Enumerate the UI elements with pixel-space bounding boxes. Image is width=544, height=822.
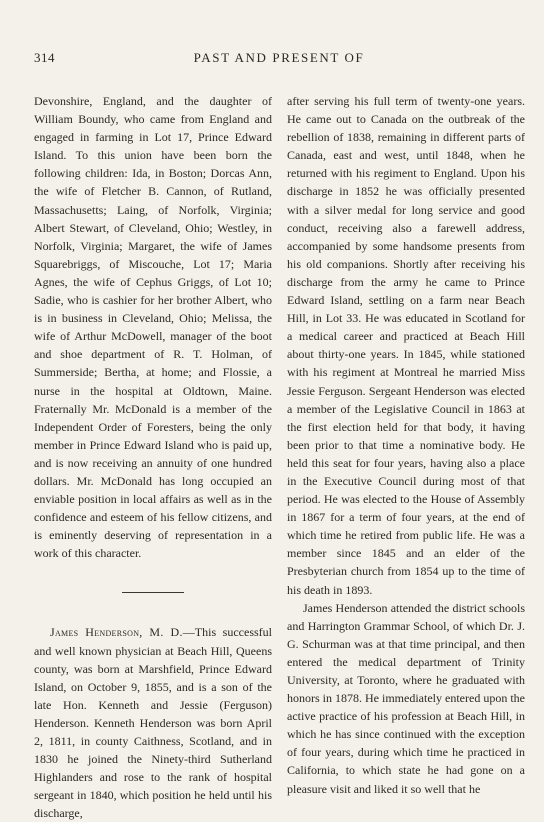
left-column (34, 92, 272, 822)
left-paragraph-continued: Devonshire, England, and the daughter of William Boundy, who came from England and engaged in farming in Lot 17, Prince Edward Island. To this union have been born the following children: Ida, in Boston; Dorcas Ann, the wife of Fletcher B. Cannon, of Rutland, Massachusetts; Laing, of Norfolk, Virginia; Albert Stewart, of Cleveland, Ohio; Westley, in Norfolk, Virginia; Margaret, the wife of James Squarebriggs, of Miscouche, Lot 17; Maria Agnes, the wife of Cephus Griggs, of Lot 10; Sadie, who is cashier for her brother Albert, who is in business in Cleveland, Ohio; Melissa, the wife of Arthur McDowell, manager of the boot and shoe department of R. T. Holman, of Summerside; Bertha, at home; and Flossie, a nurse in the hospital at Oldtown, Maine. Fraternally Mr. McDonald is a member of the Independent Order of Foresters, being the only member in Prince Edward Island who is paid up, and is now receiving an annuity of one hundred dollars. Mr. McDonald has long occupied an enviable position in local affairs as well as in the confidence and esteem of his fellow citizens, and is eminently deserving of representation in a work of this character. (34, 94, 272, 561)
page-header (34, 50, 518, 70)
running-title: PAST AND PRESENT OF (193, 50, 365, 65)
page-number: 314 (34, 50, 55, 65)
henderson-entry-paragraph (34, 623, 272, 822)
entry-text: —This successful and well known physician at Beach Hill, Queens county, was born at Marshfield, Prince Edward Island, on October 9, 1855, and is a son of the late Hon. Kenneth and Jessie (Ferguson) Henderson. Kenneth Henderson was born April 2, 1811, in county Caithness, Scotland, and in 1830 he joined the Ninety-third Sutherland Highlanders and rose to the rank of hospital sergeant in 1840, which position he held until his discharge, (34, 625, 272, 821)
entry-name: James Henderson, M. D. (50, 625, 183, 640)
right-column (287, 92, 525, 798)
right-paragraph-2: James Henderson attended the district schools and Harrington Grammar School, of which Dr. J. G. Schurman was at that time principal, and then entered the medical department of Trinity University, at Toronto, where he graduated with honors in 1878. He immediately entered upon the active practice of his profession at Beach Hill, in which he has since continued with the exception of four years, during which time he practiced in California, to which state he had gone on a pleasure visit and liked it so well that he (287, 600, 525, 796)
section-divider (122, 592, 184, 593)
right-paragraph-continued: after serving his full term of twenty-one years. He came out to Canada on the outbreak of the rebellion of 1838, remaining in different parts of Canada, east and west, until 1848, when he returned with his regiment to England. Upon his discharge in 1852 he was officially presented with a silver medal for long service and good conduct, receiving also a farewell address, accompanied by some handsome presents from his old companions. Shortly after receiving his discharge from the army he came to Prince Edward Island, settling on a farm near Beach Hill, in Lot 33. He was educated in Scotland for a medical career and practiced at Beach Hill about thirty-one years. In 1845, while stationed with his regiment at Montreal he married Miss Jessie Ferguson. Sergeant Henderson was elected a member of the Legislative Council in 1863 at the first election held for that body, it having been prior to that time a nominative body. He held this seat for four years, having also a place in the Executive Council during most of that period. He was elected to the House of Assembly in 1867 for a term of four years, at the end of which time he retired from public life. He was a member since 1845 and an elder of the Presbyterian church from 1854 up to the time of his death in 1893. (287, 94, 525, 597)
